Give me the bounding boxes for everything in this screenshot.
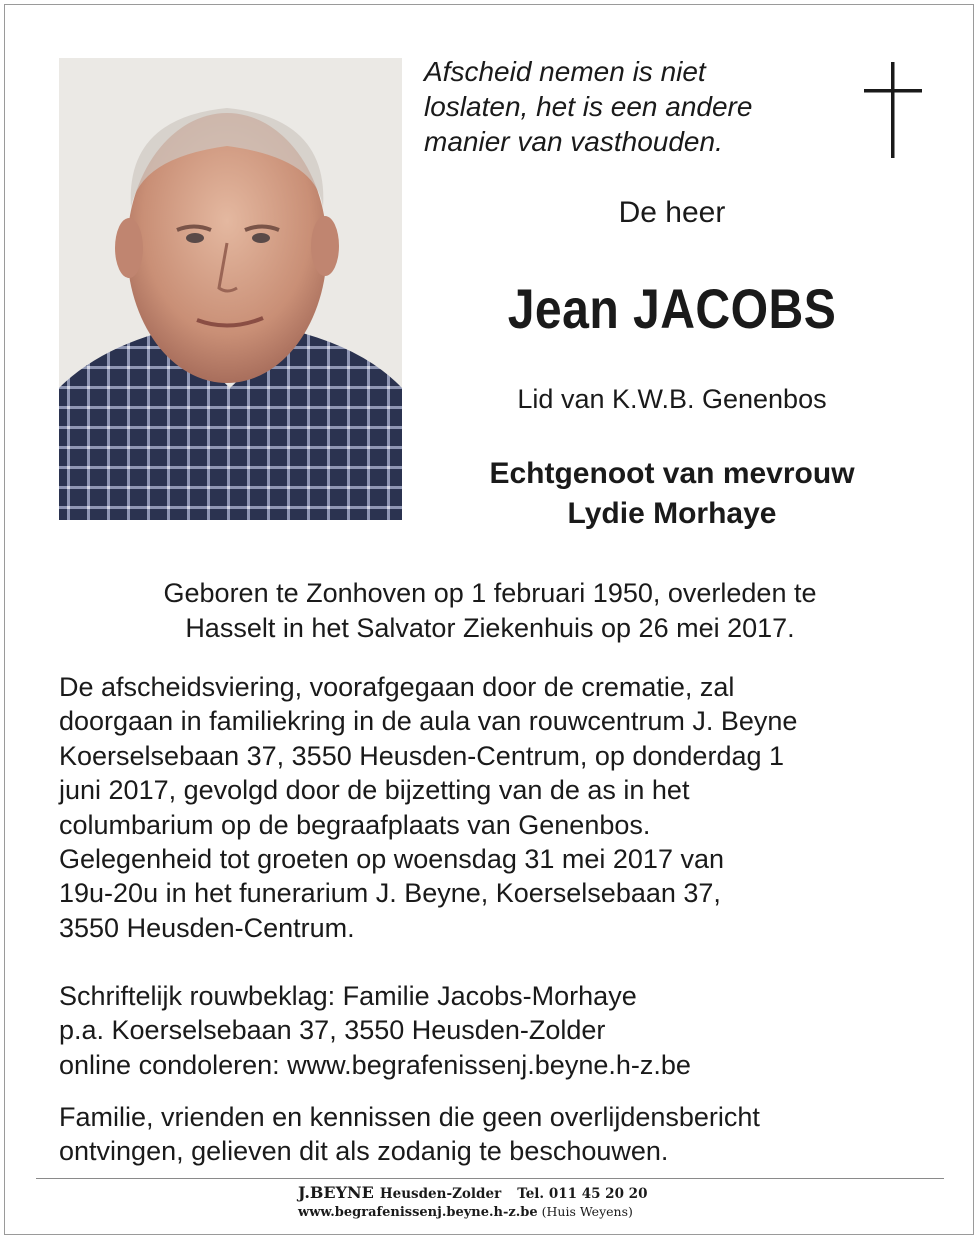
membership: Lid van K.W.B. Genenbos: [517, 384, 827, 414]
spouse-info: [424, 454, 920, 534]
funeral-home-phone: Tel. 011 45 20 20: [517, 1186, 648, 1202]
honorific: De heer: [618, 196, 726, 229]
birth-death-line: Hasselt in het Salvator Ziekenhuis op 26 mei 2017.: [185, 613, 795, 643]
condolences-line: p.a. Koerselsebaan 37, 3550 Heusden-Zolder: [59, 1015, 606, 1046]
funeral-home-website: www.begrafenissenj.beyne.h-z.be: [298, 1205, 538, 1220]
ceremony-paragraph: [59, 670, 959, 945]
spouse-line: Lydie Morhaye: [567, 497, 777, 530]
ceremony-line: Koerselsebaan 37, 3550 Heusden-Centrum, op donderdag 1: [59, 740, 785, 771]
ceremony-line: 19u-20u in het funerarium J. Beyne, Koerselsebaan 37,: [59, 878, 721, 909]
footer-divider: [36, 1178, 944, 1179]
ceremony-line: 3550 Heusden-Centrum.: [59, 912, 355, 943]
condolences-paragraph: [59, 979, 959, 1082]
quote-line: manier van vasthouden.: [424, 126, 723, 157]
birth-death-line: Geboren te Zonhoven op 1 februari 1950, overleden te: [163, 578, 817, 608]
condolences-line: online condoleren: www.begrafenissenj.beyne.h-z.be: [59, 1049, 691, 1080]
ceremony-line: Gelegenheid tot groeten op woensdag 31 mei 2017 van: [59, 844, 724, 875]
quote-line: Afscheid nemen is niet: [424, 56, 706, 87]
memorial-quote: [424, 54, 824, 159]
quote-line: loslaten, het is een andere: [424, 91, 753, 122]
birth-death-info: [40, 576, 940, 646]
ceremony-line: columbarium op de begraafplaats van Genenbos.: [59, 809, 651, 840]
condolences-line: Schriftelijk rouwbeklag: Familie Jacobs-Morhaye: [59, 981, 637, 1011]
closing-paragraph: [59, 1100, 959, 1169]
funeral-home-place: Heusden-Zolder: [379, 1186, 502, 1202]
cross-icon: [864, 62, 922, 158]
deceased-name: Jean JACOBS: [507, 277, 837, 340]
funeral-home-note: (Huis Weyens): [541, 1204, 633, 1219]
ceremony-line: doorgaan in familiekring in de aula van rouwcentrum J. Beyne: [59, 706, 798, 737]
funeral-home-footer: [298, 1184, 738, 1221]
portrait-photo: [59, 58, 402, 520]
funeral-home-name: J.BEYNE: [298, 1183, 374, 1202]
ceremony-line: juni 2017, gevolgd door de bijzetting van de as in het: [59, 775, 690, 806]
spouse-line: Echtgenoot van mevrouw: [489, 457, 855, 490]
closing-line: Familie, vrienden en kennissen die geen overlijdensbericht: [59, 1102, 760, 1132]
ceremony-line: De afscheidsviering, voorafgegaan door de crematie, zal: [59, 672, 735, 702]
closing-line: ontvingen, gelieven dit als zodanig te beschouwen.: [59, 1136, 669, 1167]
